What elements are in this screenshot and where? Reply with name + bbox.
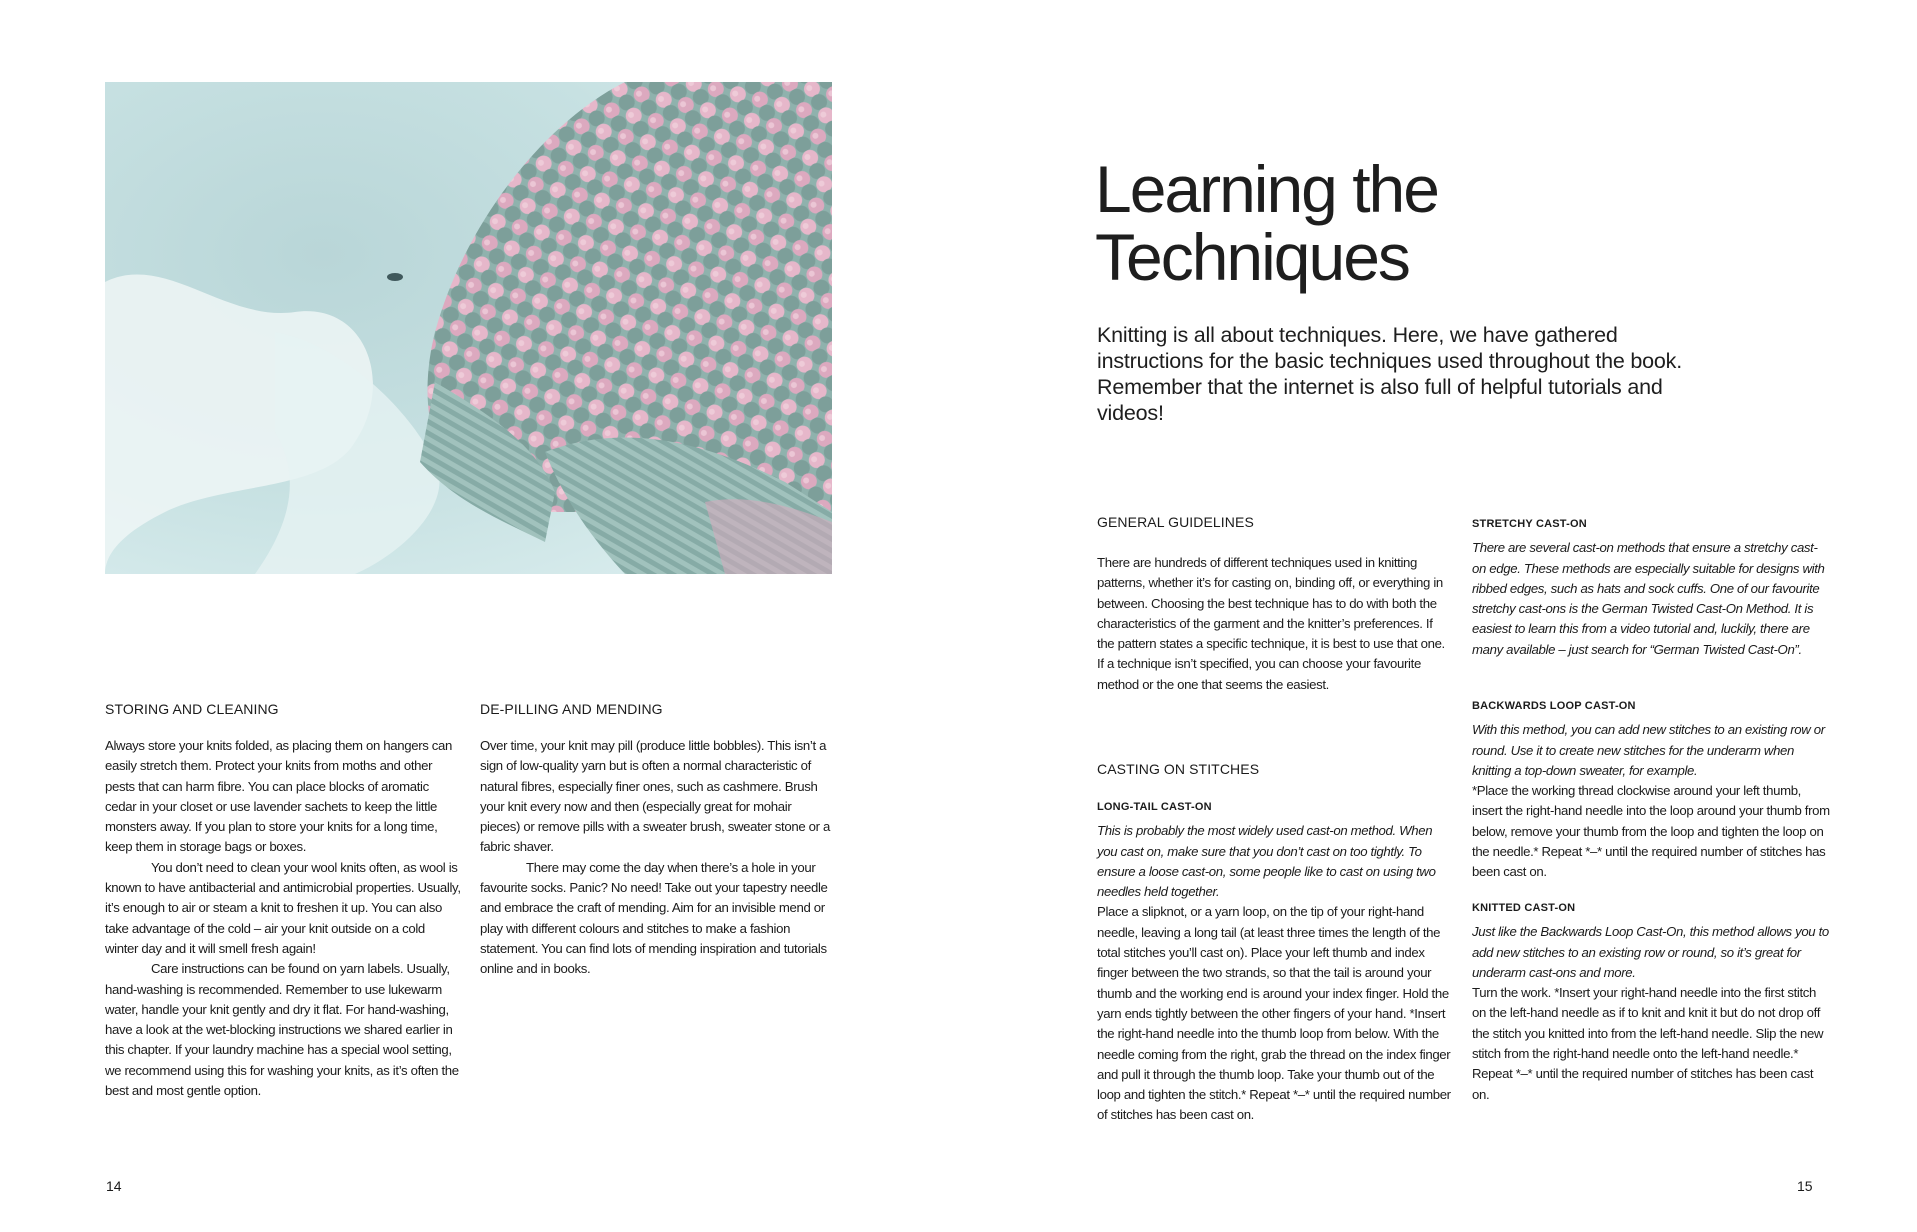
page-title — [1095, 152, 1438, 294]
knitted-section — [1472, 898, 1830, 1105]
backwards-heading: BACKWARDS LOOP CAST-ON — [1472, 700, 1636, 712]
depilling-paragraph-1: Over time, your knit may pill (produce little bobbles). This isn’t a sign of low-quality yarn but is often a normal characteristic of natural fibres, especially finer ones, such as cashmere. Brush your knit every now and then (especially great for mohair pieces) or remove pills with a sweater brush, sweater stone or a fabric shaver. — [480, 738, 830, 855]
long-tail-instructions: Place a slipknot, or a yarn loop, on the tip of your right-hand needle, leaving a long tail (at least three times the length of the total stitches you’ll cast on). Place your left thumb and index finger between the two strands, so that the tail is around your thumb and the working end is around your index finger. Hold the yarn ends tightly between the other fingers of your hand. *Insert the right-hand needle into the thumb loop from below. With the needle coming from the right, grab the thread on the index finger and pull it through the thumb loop. Take your thumb out of the loop and tighten the stitch.* Repeat *–* until the required number of stitches has been cast on. — [1097, 904, 1451, 1123]
backwards-instructions: *Place the working thread clockwise around your left thumb, insert the right-hand needle into the loop around your thumb from below, remove your thumb from the loop and tighten the loop on the needle.* Repeat *–* until the required number of stitches has been cast on. — [1472, 783, 1830, 880]
title-line-1: Learning the — [1095, 152, 1438, 226]
intro-lede: Knitting is all about techniques. Here, we have gathered instructions for the basic techniques used throughout the book. Remember that the internet is also full of helpful tutorials and videos! — [1097, 323, 1683, 425]
long-tail-section — [1097, 797, 1451, 1126]
storing-body — [105, 736, 461, 1101]
knitted-instructions: Turn the work. *Insert your right-hand needle into the first stitch on the left-hand needle as if to knit and knit it but do not drop off the stitch you knitted into from the left-hand needle. Slip the new stitch from the right-hand needle onto the left-hand needle.* Repeat *–* until the required number of stitches has been cast on. — [1472, 985, 1824, 1102]
page-number-left: 14 — [106, 1178, 122, 1194]
knitwear-soaking-photo — [105, 82, 832, 574]
general-paragraph: There are hundreds of different techniques used in knitting patterns, whether it’s for casting on, binding off, or everything in between. Choosing the best technique has to do with both the characteristics of the garment and the knitter’s preferences. If the pattern states a specific technique, it is best to use that one. If a technique isn’t specified, you can choose your favourite method or the one that seems the easiest. — [1097, 555, 1445, 692]
depilling-paragraph-2: There may come the day when there’s a hole in your favourite socks. Panic? No need! Take out your tapestry needle and embrace the craft of mending. Aim for an invisible mend or play with different colours and stitches to make a fashion statement. You can find lots of mending inspiration and tutorials online and in books. — [480, 859, 828, 977]
stretchy-intro: There are several cast-on methods that ensure a stretchy cast-on edge. These methods are especially suitable for designs with ribbed edges, such as hats and sock cuffs. One of our favourite stretchy cast-ons is the German Twisted Cast-On Method. It is easiest to learn this from a video tutorial and, luckily, there are many available – just search for “German Twisted Cast-On”. — [1472, 540, 1825, 657]
knit-photo-illustration — [105, 82, 832, 574]
long-tail-intro: This is probably the most widely used cast-on method. When you cast on, make sure that you don’t cast on too tightly. To ensure a loose cast-on, some people like to cast on using two needles held together. — [1097, 823, 1436, 900]
title-line-2: Techniques — [1095, 220, 1409, 294]
casting-heading: CASTING ON STITCHES — [1097, 761, 1260, 777]
backwards-intro: With this method, you can add new stitches to an existing row or round. Use it to create new stitches for the underarm when knitting a top-down sweater, for example. — [1472, 722, 1825, 778]
stretchy-heading: STRETCHY CAST-ON — [1472, 518, 1587, 530]
general-body — [1097, 553, 1451, 695]
storing-paragraph-2: You don’t need to clean your wool knits often, as wool is known to have antibacterial and antimicrobial properties. Usually, it’s enough to air or steam a knit to freshen it up. You can also take advantage of the cold – air your knit outside on a cold winter day and it will smell fresh again! — [105, 859, 461, 956]
long-tail-heading: LONG-TAIL CAST-ON — [1097, 801, 1212, 813]
general-heading: GENERAL GUIDELINES — [1097, 514, 1254, 530]
storing-paragraph-1: Always store your knits folded, as placing them on hangers can easily stretch them. Protect your knits from moths and other pests that can harm fibre. You can place blocks of aromatic cedar in your closet or use lavender sachets to keep the little monsters away. If you plan to store your knits for a long time, keep them in storage bags or boxes. — [105, 738, 453, 855]
page-number-right: 15 — [1797, 1178, 1813, 1194]
storing-heading: STORING AND CLEANING — [105, 701, 279, 717]
knitted-heading: KNITTED CAST-ON — [1472, 902, 1576, 914]
stretchy-section — [1472, 514, 1830, 660]
storing-paragraph-3: Care instructions can be found on yarn labels. Usually, hand-washing is recommended. Remember to use lukewarm water, handle your knit gently and dry it flat. For hand-washing, have a look at the wet-blocking instructions we shared earlier in this chapter. If your laundry machine has a special wool setting, we recommend using this for washing your knits, as it’s often the best and most gentle option. — [105, 961, 459, 1099]
depilling-body — [480, 736, 834, 980]
backwards-section — [1472, 696, 1830, 883]
knitted-intro: Just like the Backwards Loop Cast-On, this method allows you to add new stitches to an existing row or round, so it’s great for underarm cast-ons and more. — [1472, 924, 1829, 980]
depilling-heading: DE-PILLING AND MENDING — [480, 701, 663, 717]
